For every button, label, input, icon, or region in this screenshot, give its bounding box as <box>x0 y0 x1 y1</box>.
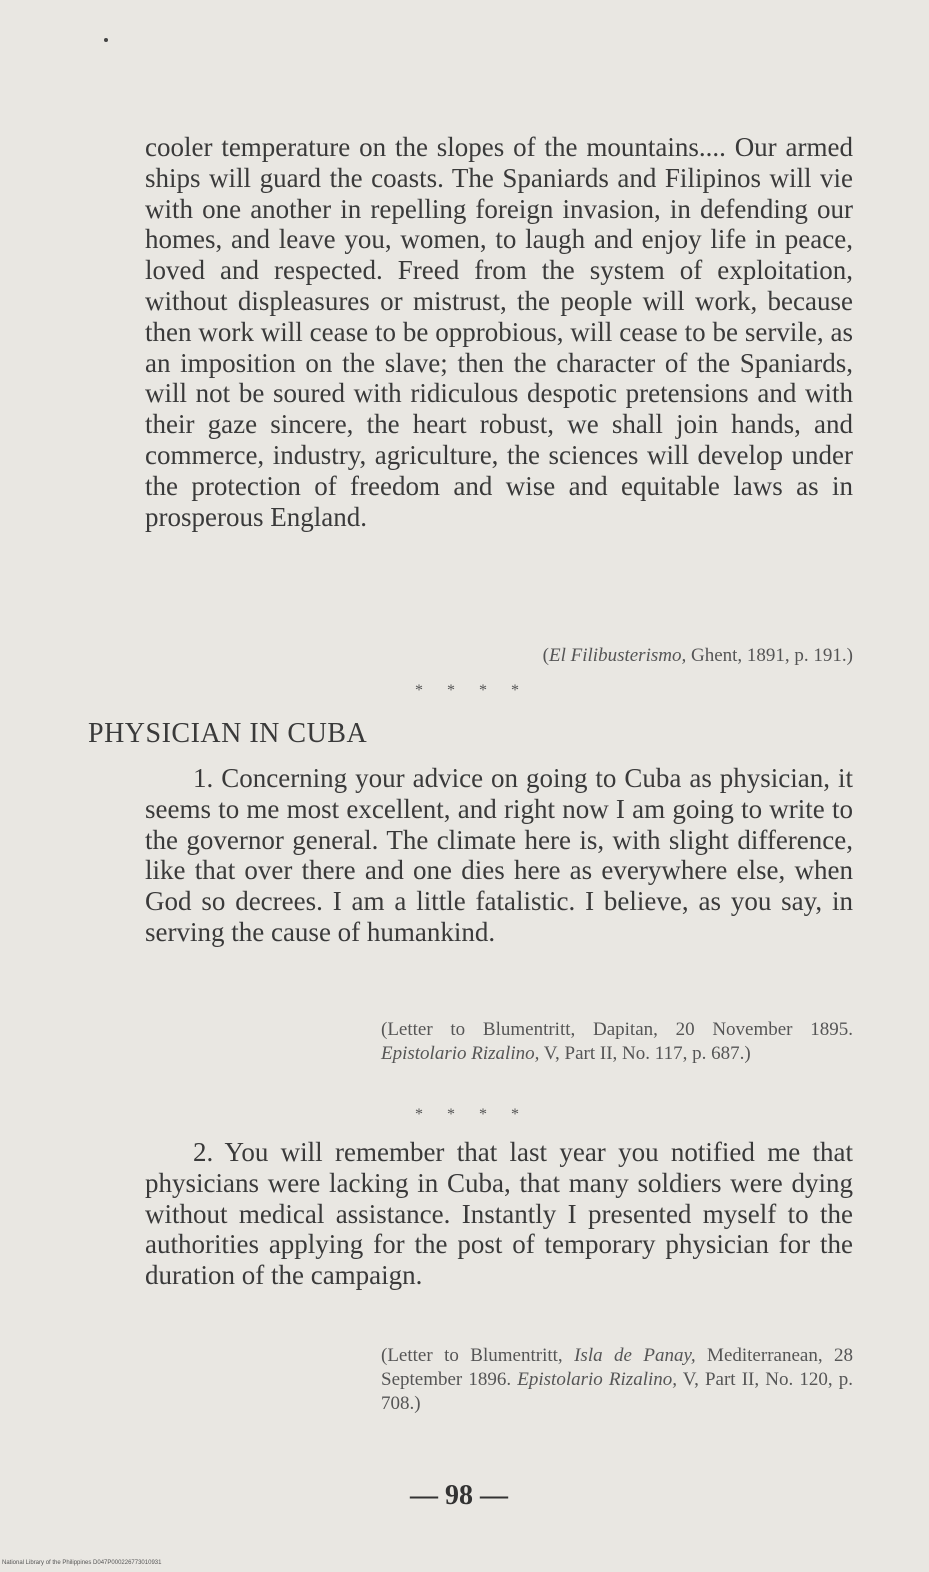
page-number: — 98 — <box>410 1480 508 1511</box>
passage-2-text: 1. Concerning your advice on going to Cuba as physician, it seems to me most excellent, and right now I am going to write to the governor general. The climate here is, with slight difference, like that over there and one dies here as everywhere else, when God so decrees. I am a little fatalistic. I believe, as you say, in serving the cause of humankind. <box>145 763 853 947</box>
citation-3-ship: Isla de Panay, <box>574 1345 696 1366</box>
citation-3-c: V, Part II, No. 120, p. 708.) <box>381 1369 853 1414</box>
citation-2-title: Epistolario Rizalino, <box>381 1043 540 1064</box>
citation-1-title: El Filibusterismo, <box>549 645 687 666</box>
citation-1-open: ( <box>542 645 549 666</box>
citation-1 <box>380 644 853 668</box>
passage-2 <box>145 763 853 948</box>
section-heading: PHYSICIAN IN CUBA <box>88 718 368 749</box>
passage-3-text: 2. You will remember that last year you notified me that physicians were lacking in Cuba, that many soldiers were dying without medical assistance. Instantly I presented myself to the authorities applying for the post of temporary physician for the duration of the campaign. <box>145 1137 853 1291</box>
passage-1 <box>145 132 853 532</box>
separator-1: * * * * <box>415 682 529 699</box>
citation-2-a: (Letter to Blumentritt, Dapitan, 20 November 1895. <box>381 1019 853 1040</box>
speck-mark <box>104 38 108 42</box>
citation-3-b: Mediterranean, 28 September 1896. <box>381 1345 853 1390</box>
citation-3-title: Epistolario Rizalino, <box>517 1369 678 1390</box>
citation-3-a: (Letter to Blumentritt, <box>381 1345 575 1366</box>
scan-footer: National Library of the Philippines D047P000226773010931 <box>2 1560 162 1566</box>
separator-2: * * * * <box>415 1106 529 1123</box>
citation-1-rest: Ghent, 1891, p. 191.) <box>686 645 853 666</box>
passage-1-text: cooler temperature on the slopes of the mountains.... Our armed ships will guard the coasts. The Spaniards and Filipinos will vie with one another in repelling foreign invasion, in defending our homes, and leave you, women, to laugh and enjoy life in peace, loved and respected. Freed from the system of exploitation, without displeasures or mistrust, the people will work, because then work will cease to be opprobious, will cease to be servile, as an imposition on the slave; then the character of the Spaniards, will not be soured with ridiculous despotic pretensions and with their gaze sincere, the heart robust, we shall join hands, and commerce, industry, agriculture, the sciences will develop under the protection of freedom and wise and equitable laws as in prosperous England. <box>145 132 853 532</box>
citation-2 <box>381 1018 853 1066</box>
passage-3 <box>145 1137 853 1291</box>
citation-2-b: V, Part II, No. 117, p. 687.) <box>539 1043 751 1064</box>
citation-3 <box>381 1344 853 1416</box>
